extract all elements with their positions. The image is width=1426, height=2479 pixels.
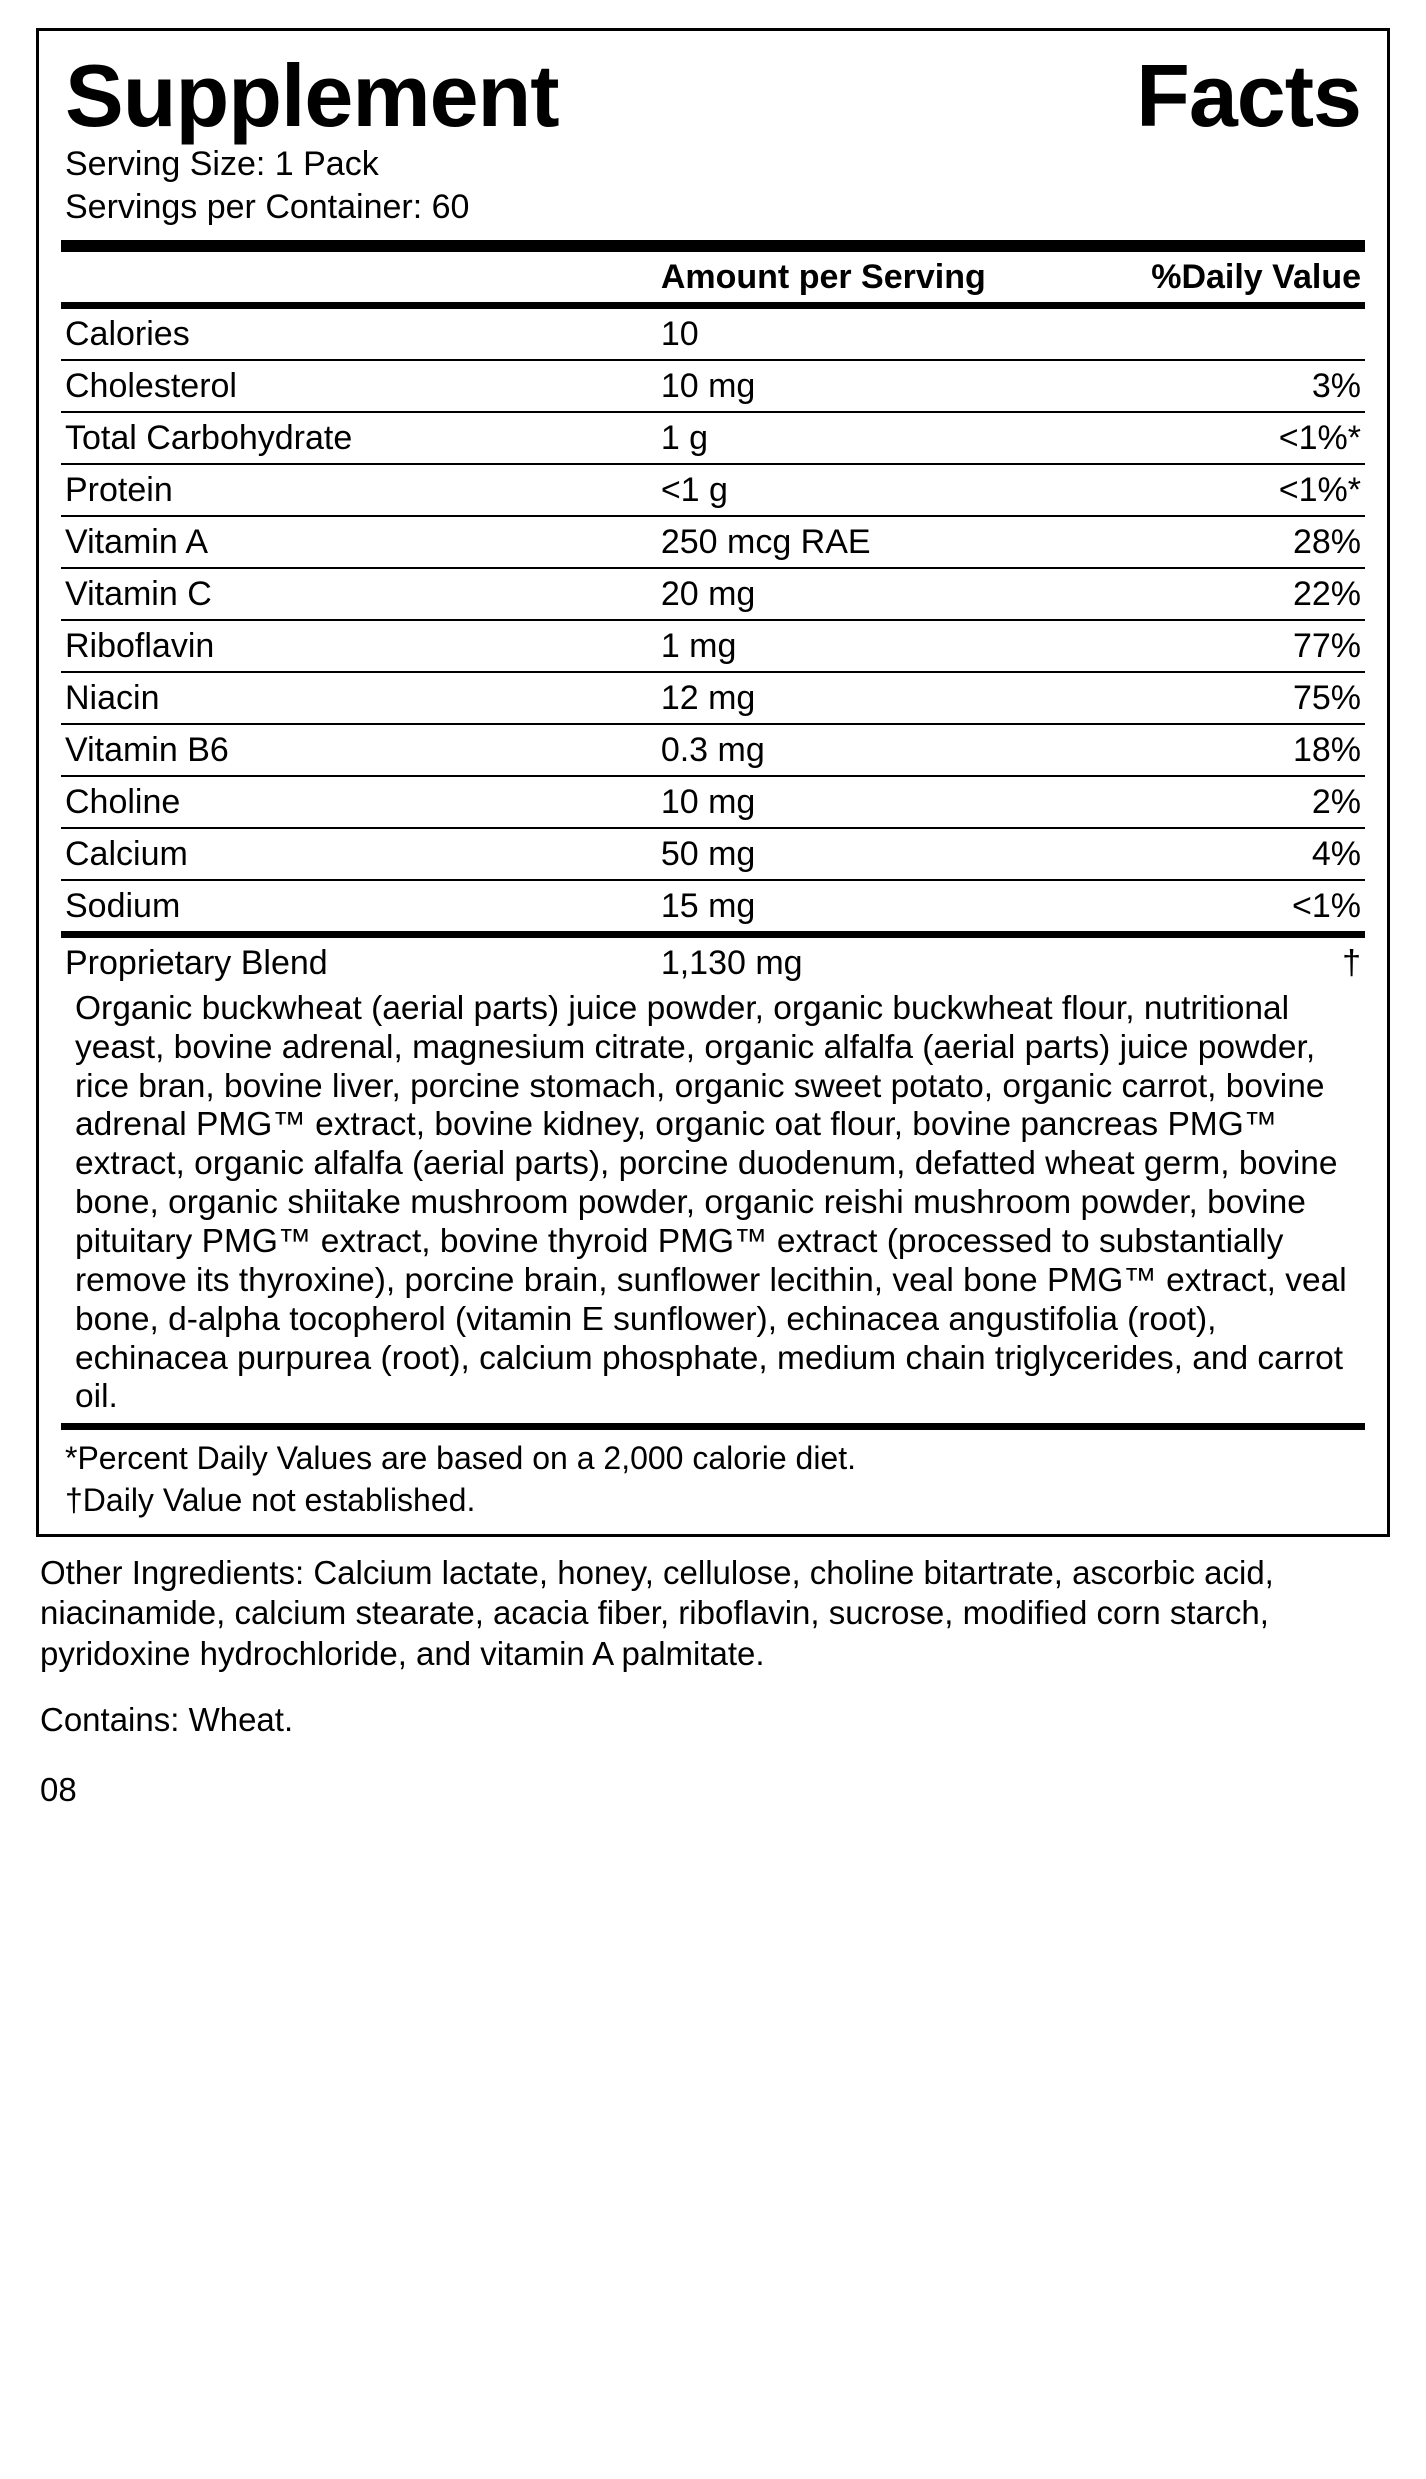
nutrient-name: Choline xyxy=(61,776,661,828)
nutrient-dv: 2% xyxy=(1078,776,1365,828)
nutrient-amount: 1 g xyxy=(661,412,1078,464)
contains-statement: Contains: Wheat. xyxy=(40,1700,294,1738)
nutrient-dv: <1%* xyxy=(1078,464,1365,516)
header-daily-value: %Daily Value xyxy=(1151,257,1361,296)
blend-ingredients: Organic buckwheat (aerial parts) juice powder, organic buckwheat flour, nutritional yeast, bovine adrenal, magnesium citrate, organic alfalfa (aerial parts) juice powder, rice bran, bovine liver, porcine stomach, organic sweet potato, organic carrot, bovine adrenal PMG™ extract, bovine kidney, organic oat flour, bovine pancreas PMG™ extract, organic alfalfa (aerial parts), porcine duodenum, defatted wheat germ, bovine bone, organic shiitake mushroom powder, organic reishi mushroom powder, bovine pituitary PMG™ extract, bovine thyroid PMG™ extract (processed to substantially remove its thyroxine), porcine brain, sunflower lecithin, veal bone PMG™ extract, veal bone, d-alpha tocopherol (vitamin E sunflower), echinacea angustifolia (root), echinacea purpurea (root), calcium phosphate, medium chain triglycerides, and carrot oil. xyxy=(75,989,1347,1416)
servings-per-container: Servings per Container: 60 xyxy=(65,188,470,227)
nutrient-rows-table xyxy=(61,309,1365,931)
nutrient-amount: 12 mg xyxy=(661,672,1078,724)
nutrition-table xyxy=(61,252,1365,302)
nutrient-name: Calories xyxy=(61,309,661,360)
table-row xyxy=(61,620,1365,672)
table-row xyxy=(61,464,1365,516)
header-amount-per-serving: Amount per Serving xyxy=(660,257,986,296)
divider-thick-top xyxy=(61,240,1365,252)
table-row xyxy=(61,828,1365,880)
nutrient-amount: 15 mg xyxy=(660,886,756,925)
table-header-row xyxy=(61,252,1365,302)
nutrient-amount: 20 mg xyxy=(661,568,1078,620)
nutrient-amount: <1 g xyxy=(661,464,1078,516)
table-row xyxy=(61,516,1365,568)
nutrient-name: Calcium xyxy=(61,828,661,880)
nutrient-name: Vitamin B6 xyxy=(61,724,661,776)
nutrient-dv: 4% xyxy=(1078,828,1365,880)
table-row xyxy=(61,309,1365,360)
blend-name: Proprietary Blend xyxy=(65,943,328,982)
nutrient-amount: 10 xyxy=(661,309,1078,360)
nutrient-dv xyxy=(1078,309,1365,360)
revision-code: 08 xyxy=(40,1771,77,1809)
nutrient-dv: 18% xyxy=(1078,724,1365,776)
supplement-facts-panel xyxy=(36,28,1390,1537)
nutrient-dv: 3% xyxy=(1078,360,1365,412)
table-row xyxy=(61,360,1365,412)
footnote-percent-daily-value: *Percent Daily Values are based on a 2,000 calorie diet. xyxy=(65,1440,856,1477)
serving-size: Serving Size: 1 Pack xyxy=(65,144,379,183)
below-panel-section xyxy=(36,1537,1390,1810)
nutrient-name: Niacin xyxy=(61,672,661,724)
blend-amount: 1,130 mg xyxy=(660,943,803,982)
blend-dv: † xyxy=(1342,943,1361,982)
nutrient-name: Cholesterol xyxy=(61,360,661,412)
nutrient-amount: 50 mg xyxy=(661,828,1078,880)
table-row xyxy=(61,880,1365,931)
page-title xyxy=(61,45,1365,143)
divider-medium-above-footnotes xyxy=(61,1423,1365,1430)
divider-medium-under-header xyxy=(61,302,1365,309)
table-row xyxy=(61,672,1365,724)
nutrient-amount: 1 mg xyxy=(661,620,1078,672)
title-word-facts: Facts xyxy=(1136,46,1361,145)
nutrient-amount: 10 mg xyxy=(661,360,1078,412)
nutrient-amount: 10 mg xyxy=(661,776,1078,828)
title-word-supplement: Supplement xyxy=(65,46,559,145)
nutrient-name: Protein xyxy=(61,464,661,516)
blend-row xyxy=(61,938,1365,988)
other-ingredients: Other Ingredients: Calcium lactate, honey, cellulose, choline bitartrate, ascorbic acid, niacinamide, calcium stearate, acacia fiber, riboflavin, sucrose, modified corn starch, pyridoxine hydrochloride, and vitamin A palmitate. xyxy=(40,1554,1274,1672)
nutrient-name: Sodium xyxy=(65,886,181,925)
proprietary-blend-table xyxy=(61,938,1365,988)
header-blank xyxy=(61,252,661,302)
table-row xyxy=(61,412,1365,464)
table-row xyxy=(61,776,1365,828)
table-row xyxy=(61,724,1365,776)
nutrient-name: Vitamin C xyxy=(61,568,661,620)
nutrient-amount: 0.3 mg xyxy=(661,724,1078,776)
nutrient-name: Vitamin A xyxy=(61,516,661,568)
nutrient-dv: <1%* xyxy=(1078,412,1365,464)
nutrient-amount: 250 mcg RAE xyxy=(661,516,1078,568)
divider-medium-above-blend xyxy=(61,931,1365,938)
nutrient-dv: 22% xyxy=(1078,568,1365,620)
nutrient-dv: 75% xyxy=(1078,672,1365,724)
nutrient-name: Riboflavin xyxy=(61,620,661,672)
nutrient-dv: <1% xyxy=(1292,886,1361,925)
table-row xyxy=(61,568,1365,620)
nutrient-name: Total Carbohydrate xyxy=(61,412,661,464)
nutrient-dv: 77% xyxy=(1078,620,1365,672)
nutrient-dv: 28% xyxy=(1078,516,1365,568)
footnote-dagger: †Daily Value not established. xyxy=(65,1482,476,1519)
